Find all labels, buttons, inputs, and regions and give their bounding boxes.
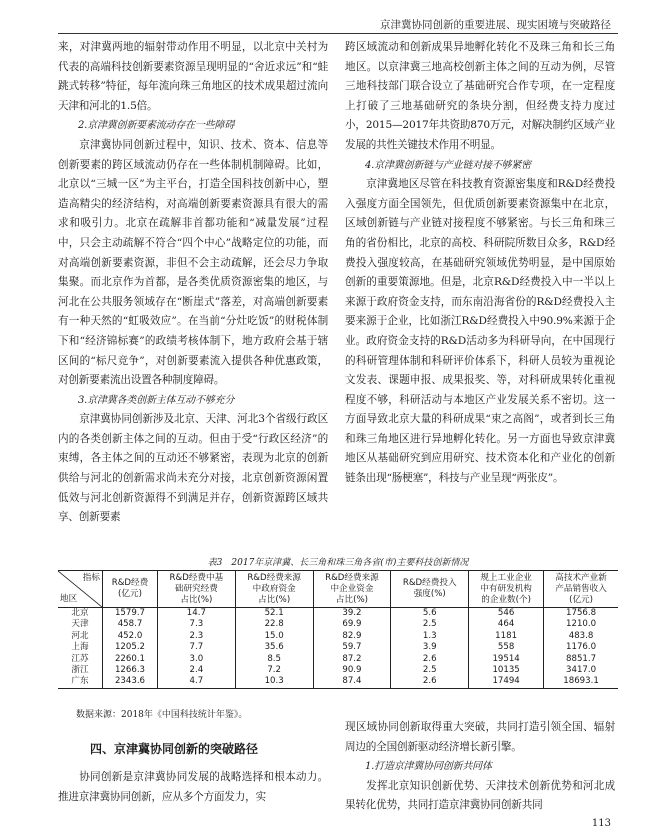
value-cell: 546 bbox=[469, 608, 544, 620]
column-header: 高技术产业新 产品销售收入 (亿元) bbox=[544, 571, 618, 608]
paragraph: 来，对津冀两地的辐射带动作用不明显，以北京中关村为代表的高端科技创新要素资源呈现明显的“舍近求远”和“蛙跳式转移”特征，每年流向珠三角地区的技术成果超过流向天津和河北的1.5倍。 bbox=[58, 41, 328, 112]
paragraph: 京津冀协同创新过程中，知识、技术、资本、信息等创新要素的跨区域流动仍存在一些体制机制障碍。比如，北京以“三城一区”为主平台，打造全国科技创新中心，塑造高精尖的经济结构，对高端创新要素资源具有很大的需求和吸引力。北京在疏解非首都功能和“减量发展”过程中，只会主动疏解不符合“四个中心”战略定位的功能，而对高端创新要素资源，非但不会主动疏解，还会尽力争取集聚。而北京作为首都，是各类优质资源密集的地区，与河北在公共服务领域存在“断崖式”落差，对高端创新要素有一种天然的“虹吸效应”。在当前“分灶吃饭”的财税体制下和“经济锦标赛”的政绩考核体制下，地方政府会基于辖区间的“标尺竞争”，对创新要素流入提供各种优惠政策，对创新要素流出设置各种制度障碍。 bbox=[58, 138, 328, 387]
value-cell: 2.5 bbox=[391, 665, 469, 676]
subheading: 4.京津冀创新链与产业链对接不够紧密 bbox=[365, 159, 531, 171]
table-row bbox=[58, 642, 618, 653]
value-cell: 10135 bbox=[469, 665, 544, 676]
paragraph: 京津冀地区尽管在科技教育资源密集度和R&D经费投入强度方面全国领先，但优质创新要素资源集中在北京，区域创新链与产业链对接程度不够紧密。与长三角和珠三角的省份相比，北京的高校、科研院所数目众多，R&D经费投入强度较高，在基础研究领域优势明显，是中国原始创新的重要策源地。但是，北京R&D经费投入中一半以上来源于政府资金支持，而东南沿海省份的R&D经费投入主要来源于企业，比如浙江R&D经费投入中90.9%来源于企业。政府资金支持的R&D活动多为科研导向，在中国现行的科研管理体制和科研评价体系下，科研人员较为重视论文发表、课题申报、成果报奖、等，对科研成果转化重视程度不够，科研活动与本地区产业发展关系不密切。这一方面导致北京大量的科研成果“束之高阁”，或者到长三角和珠三角地区进行异地孵化转化。另一方面也导致京津冀地区从基础研究到应用研究、技术资本化和产业化的创新链条出现“肠梗塞”，科技与产业呈现“两张皮”。 bbox=[345, 178, 615, 485]
value-cell: 1176.0 bbox=[544, 642, 618, 653]
region-cell: 北京 bbox=[71, 608, 89, 618]
value-cell: 19514 bbox=[469, 654, 544, 665]
value-cell: 558 bbox=[469, 642, 544, 653]
value-cell: 87.2 bbox=[313, 654, 391, 665]
value-cell: 2.4 bbox=[157, 665, 235, 676]
table-row bbox=[58, 608, 618, 620]
value-cell: 82.9 bbox=[313, 631, 391, 642]
value-cell: 3417.0 bbox=[544, 665, 618, 676]
value-cell: 464 bbox=[469, 619, 544, 630]
column-header: R&D经费投入 强度(%) bbox=[391, 571, 469, 608]
value-cell: 2343.6 bbox=[103, 676, 158, 688]
region-cell: 江苏 bbox=[71, 653, 89, 664]
column-header: 规上工业企业 中有研发机构 的企业数(个) bbox=[469, 571, 544, 608]
value-cell: 1266.3 bbox=[103, 665, 158, 676]
table-header-row bbox=[58, 571, 618, 608]
value-cell: 90.9 bbox=[313, 665, 391, 676]
value-cell: 5.6 bbox=[391, 608, 469, 620]
column-header: R&D经费 (亿元) bbox=[103, 571, 158, 608]
value-cell: 17494 bbox=[469, 676, 544, 688]
subheading: 2.京津冀创新要素流动存在一些障碍 bbox=[78, 120, 235, 132]
value-cell: 10.3 bbox=[235, 676, 313, 688]
value-cell: 458.7 bbox=[103, 619, 158, 630]
value-cell: 1579.7 bbox=[103, 608, 158, 620]
value-cell: 2.6 bbox=[391, 654, 469, 665]
subheading: 1.打造京津冀协同创新共同体 bbox=[365, 761, 492, 773]
value-cell: 2260.1 bbox=[103, 654, 158, 665]
value-cell: 15.0 bbox=[235, 631, 313, 642]
value-cell: 35.6 bbox=[235, 642, 313, 653]
table-row bbox=[58, 665, 618, 676]
value-cell: 483.8 bbox=[544, 631, 618, 642]
table-row bbox=[58, 619, 618, 630]
left-bottom-text bbox=[58, 768, 328, 807]
running-header: 京津冀协同创新的重要进展、现实困境与突破路径 bbox=[380, 19, 611, 31]
section-title: 四、京津冀协同创新的突破路径 bbox=[90, 742, 259, 756]
value-cell: 39.2 bbox=[313, 608, 391, 620]
value-cell: 1756.8 bbox=[544, 608, 618, 620]
corner-label-region: 地区 bbox=[60, 594, 78, 604]
column-header: R&D经费中基 础研究经费 占比(%) bbox=[157, 571, 235, 608]
value-cell: 7.2 bbox=[235, 665, 313, 676]
value-cell: 1205.2 bbox=[103, 642, 158, 653]
value-cell: 2.6 bbox=[391, 676, 469, 688]
subheading: 3.京津冀各类创新主体互动不够充分 bbox=[78, 394, 235, 406]
region-cell: 天津 bbox=[71, 619, 89, 630]
table-row bbox=[58, 631, 618, 642]
value-cell: 2.3 bbox=[157, 631, 235, 642]
left-column bbox=[58, 38, 328, 528]
corner-label-indicator: 指标 bbox=[82, 573, 100, 583]
header-rule bbox=[58, 33, 618, 34]
table-row bbox=[58, 654, 618, 665]
paragraph: 现区域协同创新取得重大突破，共同打造引领全国、辐射周边的全国创新驱动经济增长新引擎。 bbox=[345, 721, 615, 753]
value-cell: 87.4 bbox=[313, 676, 391, 688]
value-cell: 4.7 bbox=[157, 676, 235, 688]
value-cell: 7.7 bbox=[157, 642, 235, 653]
paragraph: 京津冀协同创新涉及北京、天津、河北3个省级行政区内的各类创新主体之间的互动。但由于受“行政区经济”的束缚，各主体之间的互动还不够紧密，表现为北京的创新供给与河北的创新需求尚未充分对接，北京创新资源闲置低效与河北创新资源得不到满足并存，创新资源跨区域共享、创新要素 bbox=[58, 413, 328, 524]
region-cell: 河北 bbox=[71, 630, 89, 641]
value-cell: 14.7 bbox=[157, 608, 235, 620]
value-cell: 18693.1 bbox=[544, 676, 618, 688]
value-cell: 452.0 bbox=[103, 631, 158, 642]
value-cell: 1.3 bbox=[391, 631, 469, 642]
value-cell: 69.9 bbox=[313, 619, 391, 630]
value-cell: 59.7 bbox=[313, 642, 391, 653]
data-table bbox=[58, 570, 618, 689]
right-column bbox=[345, 38, 615, 489]
paragraph: 跨区域流动和创新成果异地孵化转化不及珠三角和长三角地区。以京津冀三地高校创新主体之间的互动为例，尽管三地科技部门联合设立了基础研究合作专项，在一定程度上打破了三地基础研究的条块分割，但经费支持力度过小，2015—2017年共资助870万元，对解决制约区域产业发展的共性关键技术作用不明显。 bbox=[345, 41, 615, 151]
column-header: R&D经费来源 中政府资金 占比(%) bbox=[235, 571, 313, 608]
region-cell: 上海 bbox=[71, 642, 89, 653]
right-bottom-text bbox=[345, 718, 615, 816]
table-caption: 表3 2017年京津冀、长三角和珠三角各省(市)主要科技创新情况 bbox=[207, 558, 469, 568]
region-cell: 广东 bbox=[71, 676, 89, 687]
value-cell: 3.0 bbox=[157, 654, 235, 665]
value-cell: 8.5 bbox=[235, 654, 313, 665]
value-cell: 8851.7 bbox=[544, 654, 618, 665]
column-header: R&D经费来源 中企业资金 占比(%) bbox=[313, 571, 391, 608]
value-cell: 1181 bbox=[469, 631, 544, 642]
paragraph: 协同创新是京津冀协同发展的战略选择和根本动力。推进京津冀协同创新，应从多个方面发力，实 bbox=[58, 771, 328, 803]
value-cell: 7.3 bbox=[157, 619, 235, 630]
value-cell: 52.1 bbox=[235, 608, 313, 620]
corner-header bbox=[58, 571, 103, 608]
region-cell: 浙江 bbox=[71, 665, 89, 676]
page-number: 113 bbox=[591, 818, 611, 829]
table-source-note: 数据来源：2018年《中国科技统计年鉴》。 bbox=[76, 710, 248, 720]
table-row bbox=[58, 676, 618, 688]
paragraph: 发挥北京知识创新优势、天津技术创新优势和河北成果转化优势，共同打造京津冀协同创新共同 bbox=[345, 779, 615, 812]
value-cell: 2.5 bbox=[391, 619, 469, 630]
value-cell: 3.9 bbox=[391, 642, 469, 653]
value-cell: 1210.0 bbox=[544, 619, 618, 630]
value-cell: 22.8 bbox=[235, 619, 313, 630]
